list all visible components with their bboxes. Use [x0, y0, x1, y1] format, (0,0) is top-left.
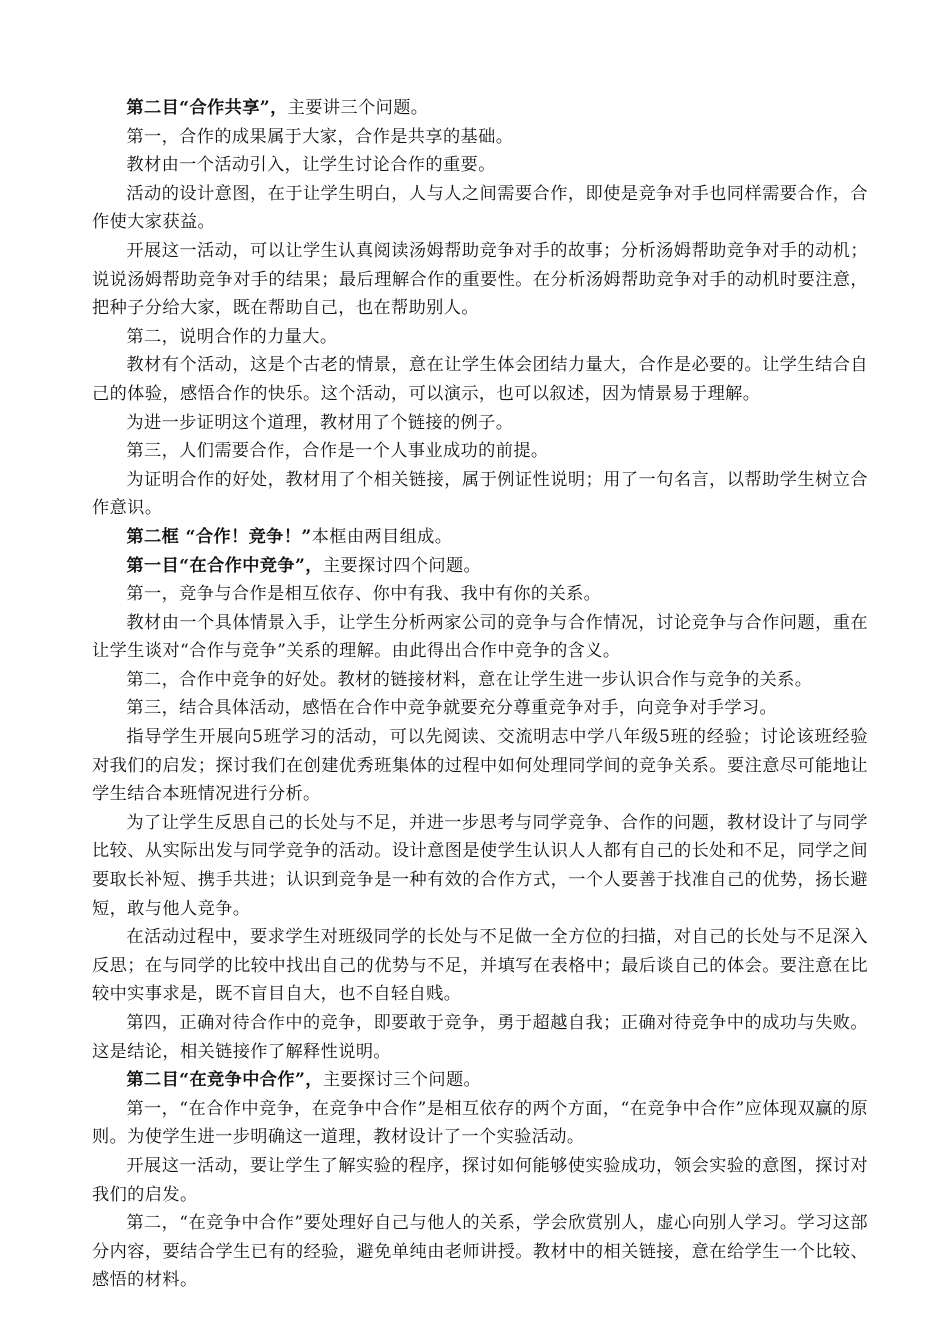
paragraph-text: 教材由一个活动引入，让学生讨论合作的重要。 — [126, 155, 496, 176]
paragraph-text: 指导学生开展向5班学习的活动，可以先阅读、交流明志中学八年级5班的经验；讨论该班经验对我们的启发；探讨我们在创建优秀班集体的过程中如何处理同学间的竞争关系。要注意尽可能地让学生结合本班情况进行分析。 — [92, 727, 868, 805]
paragraph — [92, 94, 868, 123]
paragraph — [92, 123, 868, 152]
paragraph — [92, 466, 868, 523]
paragraph — [92, 237, 868, 323]
paragraph-text: 第一，竞争与合作是相互依存、你中有我、我中有你的关系。 — [126, 584, 602, 605]
section-heading: 第二目“合作共享”， — [126, 98, 288, 118]
paragraph-text: 活动的设计意图，在于让学生明白，人与人之间需要合作，即使是竞争对手也同样需要合作，合作使大家获益。 — [92, 183, 868, 233]
paragraph-text: 第三，人们需要合作，合作是一个人事业成功的前提。 — [126, 441, 549, 462]
paragraph-text: 第二，说明合作的力量大。 — [126, 326, 338, 347]
paragraph — [92, 409, 868, 438]
paragraph-text: 为了让学生反思自己的长处与不足，并进一步思考与同学竞争、合作的问题，教材设计了与同学比较、从实际出发与同学竞争的活动。设计意图是使学生认识人人都有自己的长处和不足，同学之间要取长补短、携手共进；认识到竞争是一种有效的合作方式，一个人要善于找准自己的优势，扬长避短，敢与他人竞争。 — [92, 812, 868, 919]
paragraph — [92, 1009, 868, 1066]
paragraph — [92, 1152, 868, 1209]
paragraph — [92, 351, 868, 408]
paragraph-text: 在活动过程中，要求学生对班级同学的长处与不足做一全方位的扫描，对自己的长处与不足深入反思；在与同学的比较中找出自己的优势与不足，并填写在表格中；最后谈自己的体会。要注意在比较中实事求是，既不盲目自大，也不自轻自贱。 — [92, 927, 868, 1005]
paragraph — [92, 523, 868, 552]
paragraph — [92, 723, 868, 809]
paragraph-text: 开展这一活动，要让学生了解实验的程序，探讨如何能够使实验成功，领会实验的意图，探讨对我们的启发。 — [92, 1155, 868, 1205]
paragraph-text: 主要探讨四个问题。 — [322, 555, 482, 576]
paragraph-text: 为证明合作的好处，教材用了个相关链接，属于例证性说明；用了一句名言，以帮助学生树立合作意识。 — [92, 469, 868, 519]
paragraph-text: 教材由一个具体情景入手，让学生分析两家公司的竞争与合作情况，讨论竞争与合作问题，重在让学生谈对“合作与竞争”关系的理解。由此得出合作中竞争的含义。 — [92, 612, 868, 662]
paragraph-text: 第一，合作的成果属于大家，合作是共享的基础。 — [126, 126, 514, 147]
paragraph-text: 第一，“在合作中竞争，在竞争中合作”是相互依存的两个方面，“在竞争中合作”应体现双赢的原则。为使学生进一步明确这一道理，教材设计了一个实验活动。 — [92, 1098, 868, 1148]
section-heading: 第二框 “合作！竞争！” — [126, 526, 312, 547]
paragraph — [92, 323, 868, 352]
paragraph — [92, 923, 868, 1009]
paragraph-text: 第三，结合具体活动，感悟在合作中竞争就要充分尊重竞争对手，向竞争对手学习。 — [126, 698, 778, 719]
paragraph — [92, 151, 868, 180]
paragraph — [92, 580, 868, 609]
paragraph — [92, 609, 868, 666]
paragraph-text: 第二，合作中竞争的好处。教材的链接材料，意在让学生进一步认识合作与竞争的关系。 — [126, 669, 813, 690]
paragraph-text: 本框由两目组成。 — [311, 526, 453, 547]
paragraph — [92, 180, 868, 237]
document-page — [92, 94, 868, 1295]
paragraph-text: 第四，正确对待合作中的竞争，即要敢于竞争，勇于超越自我；正确对待竞争中的成功与失败。这是结论，相关链接作了解释性说明。 — [92, 1013, 868, 1062]
paragraph-text: 主要探讨三个问题。 — [322, 1070, 482, 1091]
paragraph-text: 为进一步证明这个道理，教材用了个链接的例子。 — [126, 412, 514, 433]
paragraph — [92, 437, 868, 466]
paragraph-text: 开展这一活动，可以让学生认真阅读汤姆帮助竞争对手的故事；分析汤姆帮助竞争对手的动机；说说汤姆帮助竞争对手的结果；最后理解合作的重要性。在分析汤姆帮助竞争对手的动机时要注意，把种子分给大家，既在帮助自己，也在帮助别人。 — [92, 240, 868, 319]
paragraph — [92, 1066, 868, 1095]
paragraph — [92, 1209, 868, 1295]
paragraph-text: 主要讲三个问题。 — [287, 98, 429, 118]
section-heading: 第一目“在合作中竞争”， — [126, 555, 323, 576]
paragraph — [92, 809, 868, 923]
paragraph-text: 教材有个活动，这是个古老的情景，意在让学生体会团结力量大，合作是必要的。让学生结合自己的体验，感悟合作的快乐。这个活动，可以演示，也可以叙述，因为情景易于理解。 — [92, 355, 868, 404]
paragraph — [92, 552, 868, 581]
section-heading: 第二目“在竞争中合作”， — [126, 1070, 323, 1091]
paragraph — [92, 666, 868, 695]
paragraph — [92, 694, 868, 723]
paragraph — [92, 1095, 868, 1152]
paragraph-text: 第二，“在竞争中合作”要处理好自己与他人的关系，学会欣赏别人，虚心向别人学习。学习这部分内容，要结合学生已有的经验，避免单纯由老师讲授。教材中的相关链接，意在给学生一个比较、感悟的材料。 — [92, 1213, 868, 1291]
